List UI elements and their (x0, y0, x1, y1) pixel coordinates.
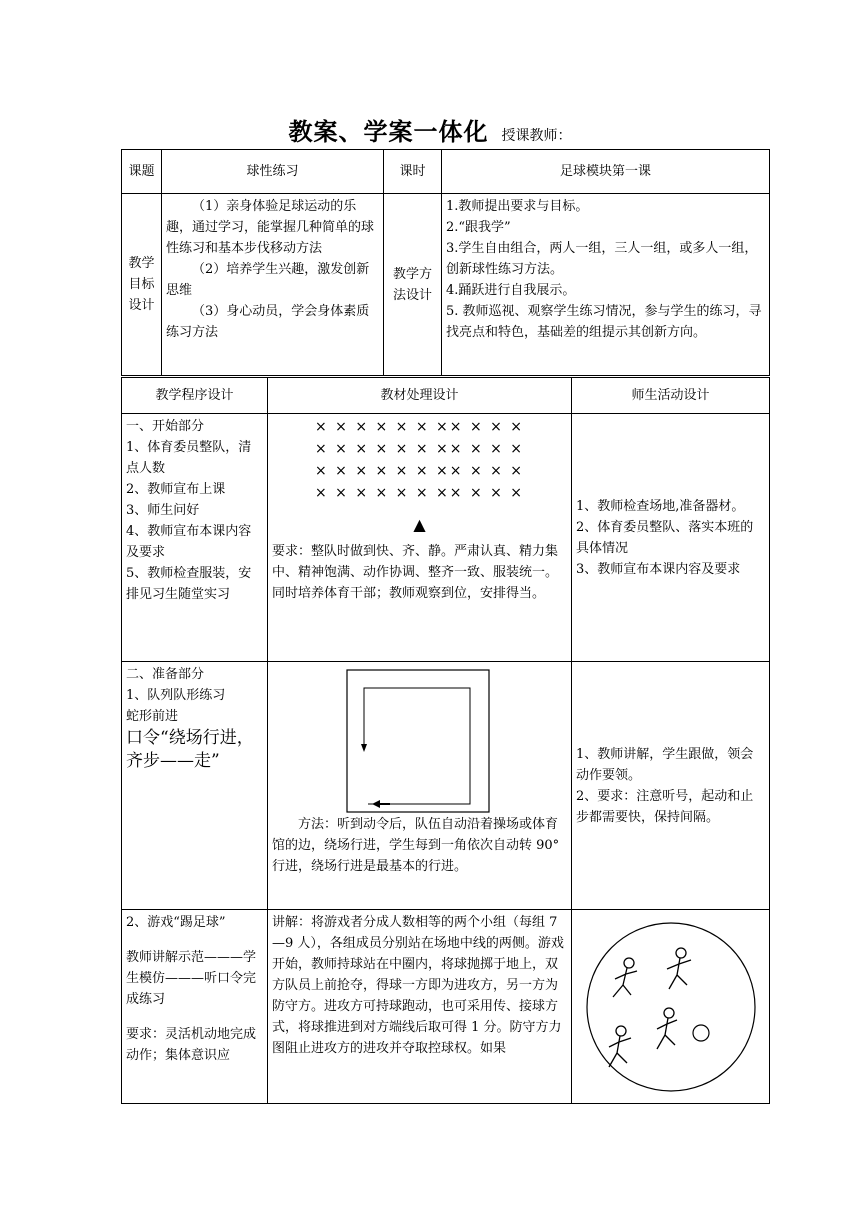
goal-line: （1）亲身体验足球运动的乐趣，通过学习，能掌握几种简单的球性练习和基本步伐移动方法 (166, 199, 375, 256)
prep-part-steps (122, 662, 268, 910)
step-line: 一、开始部分 (126, 419, 205, 434)
activity-line: 2、要求：注意听号，起动和止步都需要快，保持间隔。 (576, 788, 754, 825)
activity-line: 3、教师宣布本课内容及要求 (576, 561, 741, 577)
march-diagram-cell (268, 662, 572, 910)
start-part-steps (122, 414, 268, 662)
game-requirement: 要求：灵活机动地完成动作；集体意识应 (126, 1027, 257, 1063)
goal-line: （2）培养学生兴趣，激发创新思维 (166, 262, 370, 298)
method-line: 5. 教师巡视、观察学生练习情况，参与学生的练习，寻找亮点和特色，基础差的组提示其创新方向。 (446, 304, 762, 340)
method-line: 4.踊跃进行自我展示。 (446, 283, 576, 298)
soccer-ball (693, 1025, 709, 1041)
game-illustration-cell (572, 910, 770, 1104)
header-procedure: 教学程序设计 (122, 378, 268, 414)
step-line: 1、队列队形练习 (126, 688, 226, 703)
formation-row: × × × × × × ×× × × × (314, 463, 525, 479)
activity-line: 2、体育委员整队、落实本班的具体情况 (576, 519, 754, 556)
game-circle (587, 923, 755, 1091)
topic-label: 课题 (122, 150, 162, 194)
game-steps (122, 910, 268, 1104)
formation-row: × × × × × × ×× × × × (314, 419, 525, 435)
march-route-diagram (272, 664, 568, 814)
player-figure-3 (657, 1008, 677, 1049)
step-line: 2、教师宣布上课 (126, 482, 226, 497)
step-line: 3、师生问好 (126, 503, 200, 518)
march-method: 方法：听到动令后，队伍自动沿着操场或体育馆的边，绕场行进，学生每到一角依次自动转 90° 行进，绕场行进是最基本的行进。 (272, 817, 560, 874)
game-teaching-steps: 教师讲解示范———学生模仿———听口令完成练习 (126, 950, 257, 1007)
goal-label: 教学目标设计 (122, 194, 162, 376)
assembly-requirement: 要求：整队时做到快、齐、静。严肃认真、精力集中、精神饱满、动作协调、整齐一致、服装统一。同时培养体育干部；教师观察到位，安排得当。 (272, 544, 559, 601)
start-part-activities (572, 414, 770, 662)
activity-line: 1、教师检查场地,准备器材。 (576, 498, 745, 514)
teacher-position-marker: ▲ (413, 515, 426, 534)
step-line: 蛇形前进 (126, 709, 179, 724)
method-line: 2.“跟我学” (446, 220, 511, 235)
player-figure-1 (613, 958, 637, 997)
method-line: 1.教师提出要求与目标。 (446, 199, 589, 214)
header-activity: 师生活动设计 (572, 378, 770, 414)
step-line: 4、教师宣布本课内容及要求 (126, 524, 252, 560)
goal-line: （3）身心动员，学会身体素质练习方法 (166, 304, 370, 340)
player-figure-4 (609, 1026, 631, 1067)
game-title: 2、游戏“踢足球” (126, 915, 226, 930)
method-content (442, 194, 770, 376)
soccer-players-illustration (577, 919, 765, 1095)
method-line: 3.学生自由组合，两人一组，三人一组，或多人一组，创新球性练习方法。 (446, 241, 758, 277)
path-arrow-down (361, 744, 367, 752)
topic-value: 球性练习 (162, 150, 384, 194)
period-label: 课时 (384, 150, 442, 194)
step-line: 1、体育委员整队，清点人数 (126, 440, 252, 476)
teacher-label: 授课教师： (501, 128, 572, 144)
header-material: 教材处理设计 (268, 378, 572, 414)
game-explanation: 讲解：将游戏者分成人数相等的两个小组（每组 7—9 人），各组成员分别站在场地中线的两侧。游戏开始，教师持球站在中圈内，将球抛掷于地上，双方队员上前抢夺，得球一方即为进攻方，另一方为防守方。进攻方可持球跑动，也可采用传、接球方式，将球推进到对方端线后取可得 1 分。防守方力图阻止进攻方的进攻并夺取控球权。如果 (268, 910, 572, 1104)
document-header (0, 112, 860, 147)
period-value: 足球模块第一课 (442, 150, 770, 194)
formation-row: × × × × × × ×× × × × (314, 441, 525, 457)
goal-content (162, 194, 384, 376)
lesson-procedure-table (121, 377, 770, 1104)
formation-cell (268, 414, 572, 662)
step-line: 二、准备部分 (126, 667, 205, 682)
lesson-info-table (121, 149, 770, 376)
path-arrow-left (372, 800, 380, 808)
march-command: 口令“绕场行进，齐步——走” (126, 728, 254, 771)
player-figure-2 (667, 948, 691, 989)
prep-part-activities (572, 662, 770, 910)
formation-row: × × × × × × ×× × × × (314, 485, 525, 501)
activity-line: 1、教师讲解，学生跟做，领会动作要领。 (576, 746, 754, 783)
field-outer-border (347, 670, 489, 812)
document-title: 教案、学案一体化 (288, 117, 489, 146)
method-label: 教学方法设计 (384, 194, 442, 376)
march-path (364, 688, 470, 804)
step-line: 5、教师检查服装，安排见习生随堂实习 (126, 566, 252, 602)
